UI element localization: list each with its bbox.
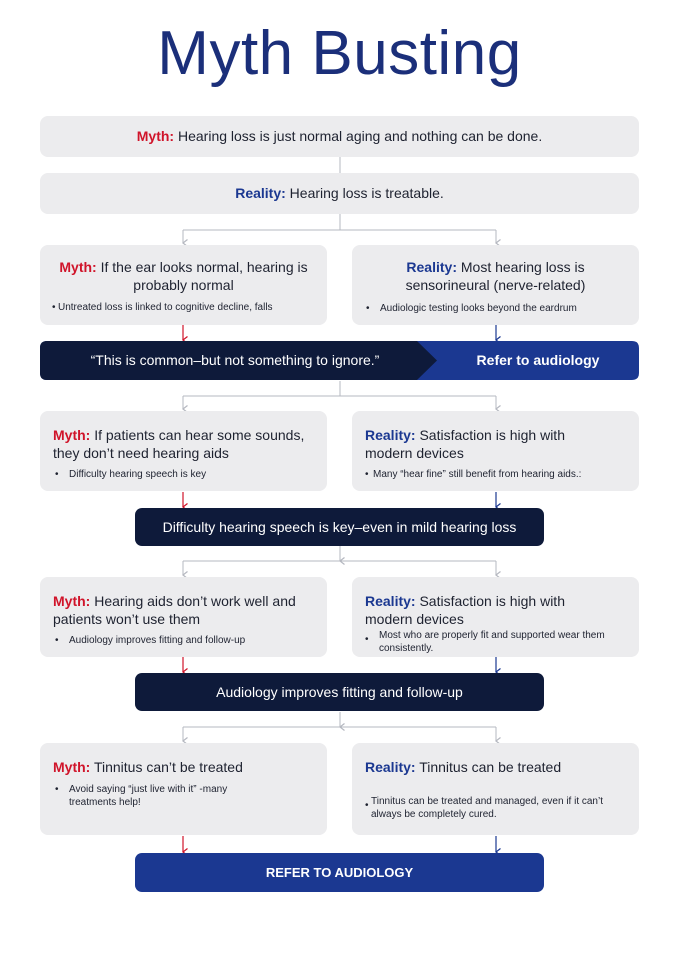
- reality-label: Reality:: [365, 759, 416, 775]
- myth-label: Myth:: [53, 427, 91, 443]
- reality-text: Tinnitus can be treated: [415, 759, 562, 775]
- myth-card-4: [40, 743, 327, 835]
- myth-label: Myth:: [53, 593, 91, 609]
- myth-bullet: • Avoid saying “just live with it” -many treatments help!: [55, 784, 228, 808]
- myth-card-1: [40, 245, 327, 325]
- reality-label: Reality:: [365, 427, 416, 443]
- reality-bullet: • Audiologic testing looks beyond the eardrum: [366, 303, 577, 314]
- reality-card-2: [352, 411, 639, 491]
- reality-text: Satisfaction is high with modern devices: [365, 593, 565, 627]
- reality-card-4: [352, 743, 639, 835]
- refer-to-audiology-button[interactable]: REFER TO AUDIOLOGY: [135, 853, 544, 892]
- top-reality-box: [40, 173, 639, 214]
- myth-bullet: • Audiology improves fitting and follow-up: [55, 635, 246, 646]
- myth-text: If patients can hear some sounds, they don’t need hearing aids: [53, 427, 305, 461]
- myth-text: If the ear looks normal, hearing is probably normal: [96, 259, 308, 293]
- myth-label: Myth:: [59, 259, 97, 275]
- reality-bullet: • Many “hear fine” still benefit from hearing aids.:: [365, 469, 582, 480]
- myth-card-2: [40, 411, 327, 491]
- reality-card-1: [352, 245, 639, 325]
- myth-label: Myth:: [53, 759, 91, 775]
- myth-text: Hearing aids don’t work well and patients won’t use them: [53, 593, 296, 627]
- fitting-callout: Audiology improves fitting and follow-up: [135, 673, 544, 711]
- banner-quote: “This is common–but not something to ignore.”: [90, 352, 380, 368]
- reality-card-3: [352, 577, 639, 657]
- myth-text: Hearing loss is just normal aging and nothing can be done.: [174, 128, 543, 144]
- myth-label: Myth:: [136, 128, 175, 144]
- page-title: Myth Busting: [157, 19, 522, 88]
- refer-audiology-button[interactable]: Refer to audiology: [476, 352, 600, 368]
- reality-text: Satisfaction is high with modern devices: [365, 427, 565, 461]
- reality-label: Reality:: [365, 593, 416, 609]
- myth-bullet: • Difficulty hearing speech is key: [55, 469, 207, 480]
- myth-bullet: • Untreated loss is linked to cognitive decline, falls: [52, 302, 273, 313]
- reality-bullet: • Most who are properly fit and supported wear them consistently.: [365, 630, 605, 654]
- top-myth-box: [40, 116, 639, 157]
- reality-label: Reality:: [406, 259, 457, 275]
- reality-bullet: • Tinnitus can be treated and managed, even if it can’t always be completely cured.: [365, 796, 603, 820]
- reality-text: Most hearing loss is sensorineural (nerve-related): [405, 259, 586, 293]
- ignore-banner: [40, 341, 639, 380]
- myth-card-3: [40, 577, 327, 657]
- reality-label: Reality:: [235, 185, 286, 201]
- reality-text: Hearing loss is treatable.: [285, 185, 444, 201]
- speech-key-callout: Difficulty hearing speech is key–even in mild hearing loss: [135, 508, 544, 546]
- myth-text: Tinnitus can’t be treated: [90, 759, 243, 775]
